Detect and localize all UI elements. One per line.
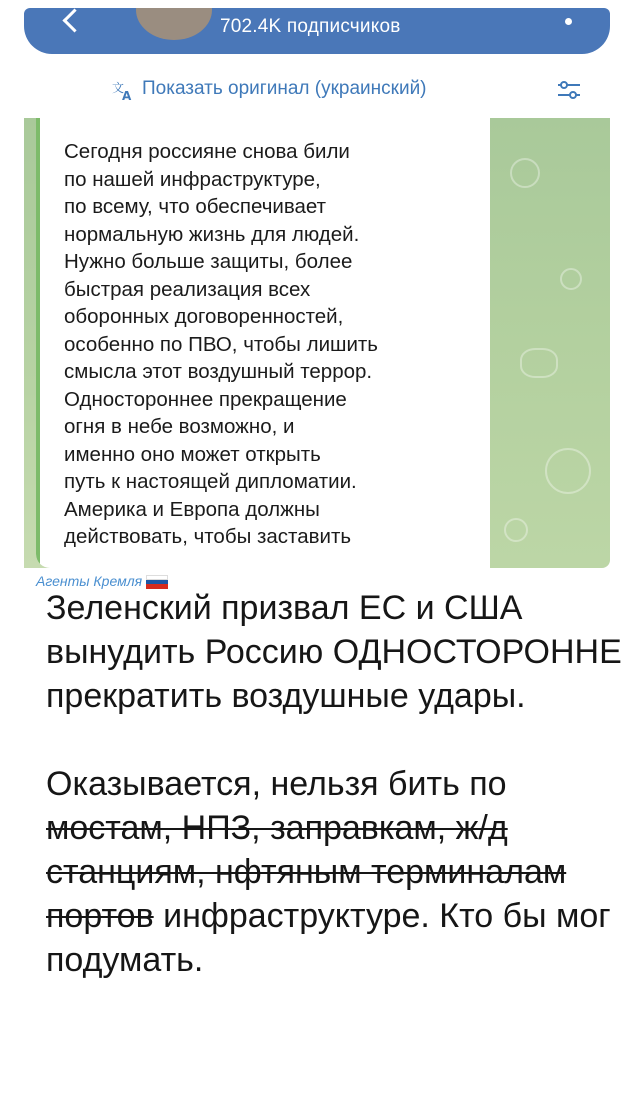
chat-wallpaper-right — [490, 118, 610, 568]
post-line: быстрая реализация всех — [64, 277, 311, 301]
channel-avatar[interactable] — [136, 8, 212, 40]
post-line: Сегодня россияне снова били — [64, 140, 350, 163]
message-bubble — [36, 118, 490, 568]
subscriber-count: 702.4K подписчиков — [220, 16, 401, 37]
post-line: нормальную жизнь для людей. — [64, 222, 360, 246]
post-line: Одностороннее прекращение — [64, 387, 347, 411]
post-line: именно оно может открыть — [64, 442, 321, 466]
post-line: огня в небе возможно, и — [64, 415, 295, 438]
show-original-link[interactable]: Показать оригинал (украинский) — [142, 78, 427, 99]
caption-paragraph-2 — [46, 762, 626, 982]
translate-icon — [112, 79, 134, 101]
post-line: по всему, что обеспечивает — [64, 195, 327, 218]
translate-bar[interactable] — [24, 70, 610, 110]
chat-area — [24, 118, 610, 568]
post-line: путь к настоящей дипломатии. — [64, 470, 357, 493]
channel-header — [24, 8, 610, 54]
svg-text:A: A — [122, 89, 132, 101]
menu-dot-icon[interactable] — [565, 18, 572, 25]
caption-suffix: инфраструктуре. Кто бы мог подумать. — [46, 897, 611, 979]
post-line: смысла этот воздушный террор. — [64, 360, 373, 383]
back-arrow-icon[interactable] — [62, 8, 86, 32]
post-line: по нашей инфраструктуре, — [64, 167, 321, 191]
caption — [46, 586, 626, 982]
settings-sliders-icon[interactable] — [556, 79, 582, 101]
post-line: особенно по ПВО, чтобы лишить — [64, 332, 378, 356]
post-text — [64, 138, 484, 551]
post-line: Америка и Европа должны — [64, 497, 320, 521]
caption-paragraph-1: Зеленский призвал ЕС и США вынудить Россию ОДНОСТОРОННЕ прекратить воздушные удары. — [46, 589, 622, 715]
embedded-telegram-screenshot — [24, 8, 610, 568]
quote-bar — [36, 118, 40, 568]
post-line: действовать, чтобы заставить — [64, 525, 352, 548]
post-line: Нужно больше защиты, более — [64, 250, 353, 273]
paragraph-gap — [46, 718, 626, 762]
svg-text:文: 文 — [112, 81, 125, 95]
struck-through-text: мостам, НПЗ, заправкам, ж/д станциям, нфтяным терминалам портов — [46, 809, 567, 935]
post-line: оборонных договоренностей, — [64, 305, 344, 328]
watermark-text: Агенты Кремля — [36, 573, 143, 589]
caption-prefix: Оказывается, нельзя бить по — [46, 765, 507, 803]
